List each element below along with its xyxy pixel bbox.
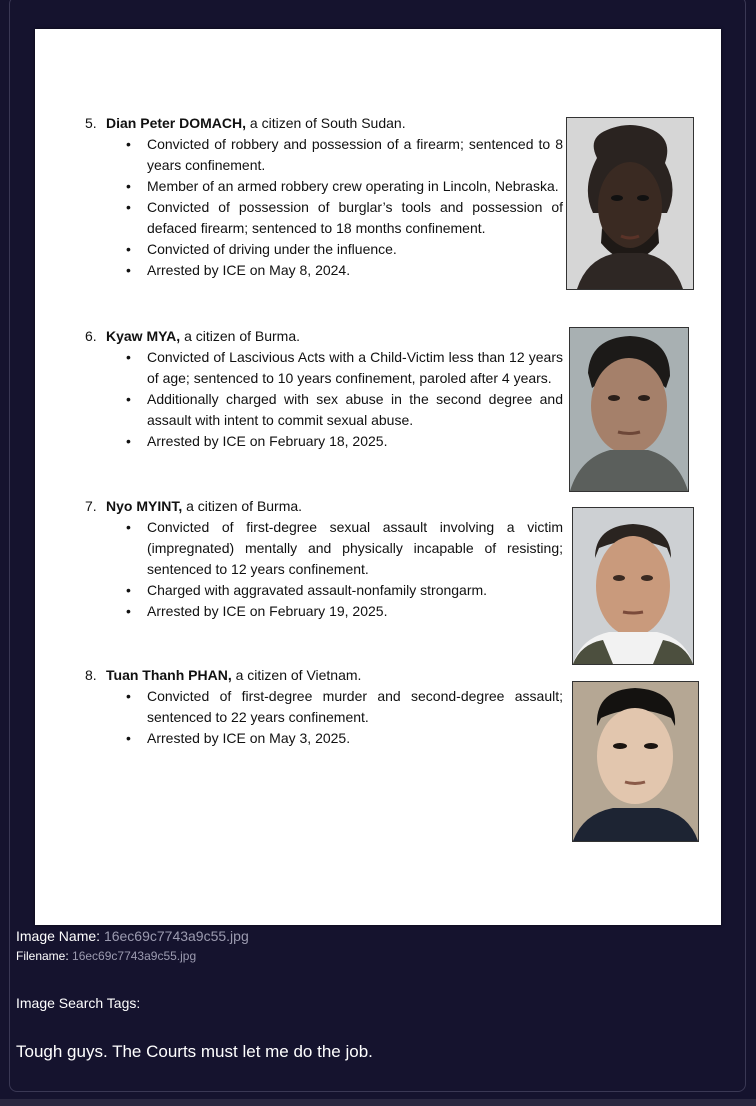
mugshot-photo xyxy=(566,117,694,290)
mugshot-photo xyxy=(569,327,689,492)
bullet-item: • Convicted of first-degree sexual assault involving a victim (impregnated) mentally and physically incapable of resisting; sentenced to 12 years confinement. xyxy=(85,517,563,580)
entry-bullets xyxy=(85,686,563,749)
document-page[interactable] xyxy=(35,29,721,925)
entry-number: 6. xyxy=(85,328,97,344)
post-caption: Tough guys. The Courts must let me do the job. xyxy=(16,1042,373,1061)
entry-title xyxy=(85,496,563,517)
entry-6 xyxy=(85,326,563,452)
filename-value: 16ec69c7743a9c55.jpg xyxy=(72,949,197,963)
bullet-item: • Charged with aggravated assault-nonfamily strongarm. xyxy=(85,580,563,601)
bullet-item: • Additionally charged with sex abuse in the second degree and assault with intent to commit sexual abuse. xyxy=(85,389,563,431)
entry-name: Kyaw MYA, xyxy=(106,328,181,344)
bullet-item: • Arrested by ICE on May 3, 2025. xyxy=(85,728,563,749)
bullet-item: • Convicted of Lascivious Acts with a Child-Victim less than 12 years of age; sentenced to 10 years confinement, paroled after 4 years. xyxy=(85,347,563,389)
bullet-item: • Member of an armed robbery crew operating in Lincoln, Nebraska. xyxy=(85,176,563,197)
entry-7 xyxy=(85,496,563,622)
entry-citizenship: a citizen of Vietnam. xyxy=(231,667,362,683)
entry-citizenship: a citizen of Burma. xyxy=(180,328,301,344)
entry-citizenship: a citizen of South Sudan. xyxy=(246,115,406,131)
entry-bullets xyxy=(85,517,563,622)
bullet-item: • Convicted of possession of burglar’s tools and possession of defaced firearm; sentenced to 18 months confinement. xyxy=(85,197,563,239)
image-name-value: 16ec69c7743a9c55.jpg xyxy=(103,928,249,944)
entry-name: Nyo MYINT, xyxy=(106,498,183,514)
bullet-item: • Arrested by ICE on February 19, 2025. xyxy=(85,601,563,622)
bullet-item: • Arrested by ICE on May 8, 2024. xyxy=(85,260,563,281)
entry-name: Dian Peter DOMACH, xyxy=(106,115,247,131)
filename-label: Filename: xyxy=(16,949,69,963)
entry-name: Tuan Thanh PHAN, xyxy=(106,667,232,683)
image-name-line xyxy=(16,928,249,944)
entry-citizenship: a citizen of Burma. xyxy=(182,498,303,514)
image-name-label: Image Name: xyxy=(16,928,101,944)
entry-5 xyxy=(85,113,563,281)
bottom-divider xyxy=(0,1099,756,1106)
mugshot-photo xyxy=(572,681,699,842)
entry-8 xyxy=(85,665,563,749)
entry-title xyxy=(85,326,563,347)
filename-line xyxy=(16,949,196,963)
bullet-item: • Convicted of driving under the influence. xyxy=(85,239,563,260)
image-search-tags-label: Image Search Tags: xyxy=(16,995,141,1011)
entry-bullets xyxy=(85,134,563,281)
bullet-item: • Convicted of robbery and possession of a firearm; sentenced to 8 years confinement. xyxy=(85,134,563,176)
entry-title xyxy=(85,665,563,686)
entry-title xyxy=(85,113,563,134)
bullet-item: • Convicted of first-degree murder and second-degree assault; sentenced to 22 years confinement. xyxy=(85,686,563,728)
entry-number: 5. xyxy=(85,115,97,131)
entry-number: 7. xyxy=(85,498,97,514)
bullet-item: • Arrested by ICE on February 18, 2025. xyxy=(85,431,563,452)
mugshot-photo xyxy=(572,507,694,665)
entry-number: 8. xyxy=(85,667,97,683)
entry-bullets xyxy=(85,347,563,452)
